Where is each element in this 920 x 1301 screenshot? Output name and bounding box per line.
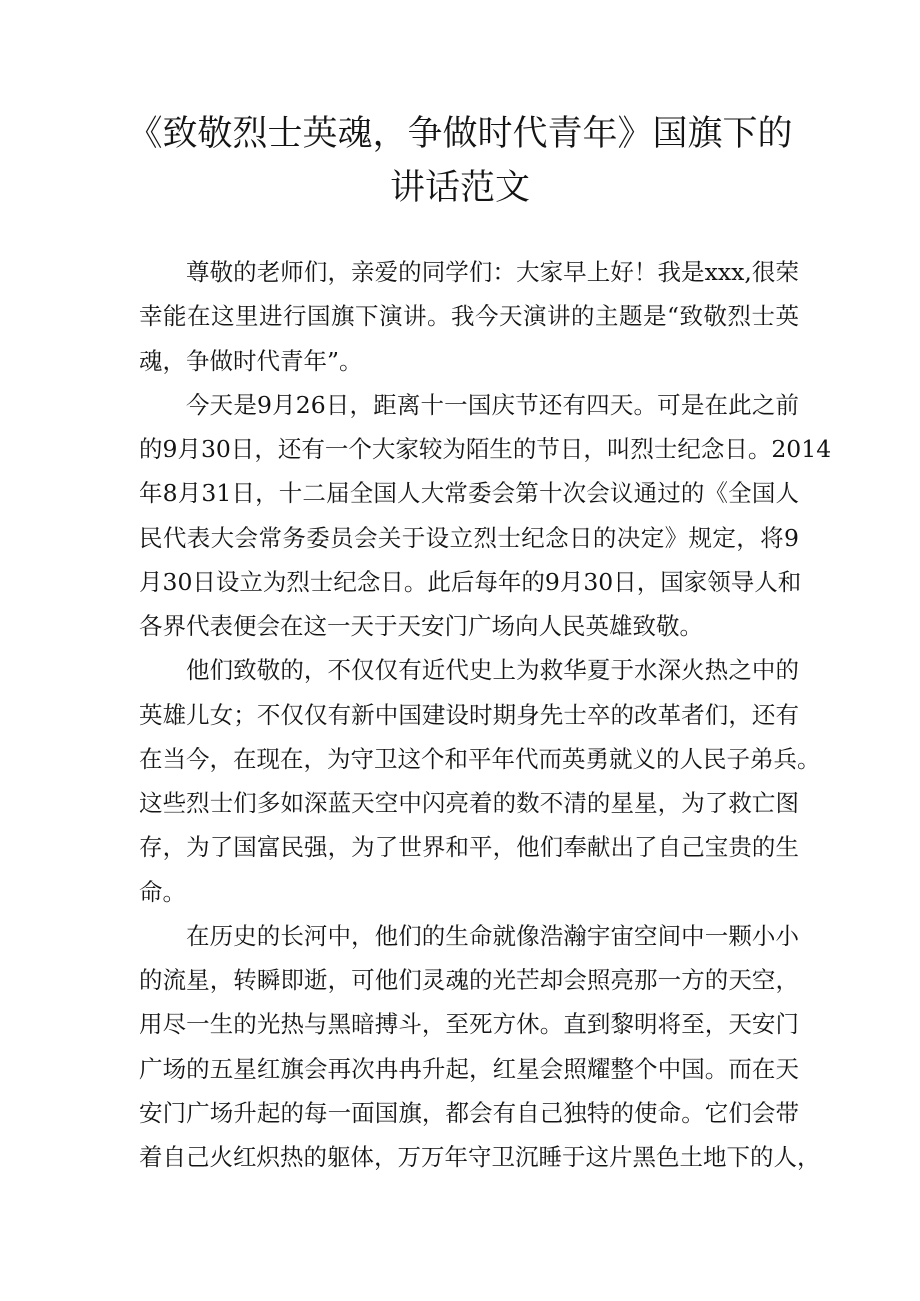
document-title-line-1: 《致敬烈士英魂，争做时代青年》国旗下的 [127, 114, 793, 154]
paragraph-3-line-1: 他们致敬的，不仅仅有近代史上为救华夏于水深火热之中的 [186, 656, 799, 685]
paragraph-1-line-1: 尊敬的老师们，亲爱的同学们：大家早上好！我是xxx,很荣 [186, 258, 799, 286]
paragraph-3-line-6: 命。 [139, 877, 186, 906]
paragraph-3-line-3: 在当今，在现在，为守卫这个和平年代而英勇就义的人民子弟兵。 [139, 744, 821, 773]
paragraph-4-line-4: 广场的五星红旗会再次冉冉升起，红星会照耀整个中国。而在天 [139, 1054, 799, 1083]
paragraph-3-line-5: 存，为了国富民强，为了世界和平，他们奉献出了自己宝贵的生 [139, 833, 799, 862]
document-title-line-2: 讲话范文 [389, 168, 530, 208]
paragraph-4-line-5: 安门广场升起的每一面国旗，都会有自己独特的使命。它们会带 [139, 1098, 799, 1127]
paragraph-2-line-3: 年8月31日，十二届全国人大常委会第十次会议通过的《全国人 [139, 479, 799, 508]
paragraph-1-line-2: 幸能在这里进行国旗下演讲。我今天演讲的主题是“致敬烈士英 [139, 302, 799, 331]
paragraph-4-line-6: 着自己火红炽热的躯体，万万年守卫沉睡于这片黑色土地下的人， [139, 1143, 821, 1171]
paragraph-4-line-1: 在历史的长河中，他们的生命就像浩瀚宇宙空间中一颗小小 [186, 921, 799, 950]
paragraph-2-line-6: 各界代表便会在这一天于天安门广场向人民英雄致敬。 [139, 612, 703, 640]
paragraph-3-line-4: 这些烈士们多如深蓝天空中闪亮着的数不清的星星，为了救亡图 [139, 789, 799, 817]
paragraph-4-line-2: 的流星，转瞬即逝，可他们灵魂的光芒却会照亮那一方的天空， [139, 966, 799, 994]
paragraph-2-line-2: 的9月30日，还有一个大家较为陌生的节日，叫烈士纪念日。2014 [139, 435, 832, 463]
paragraph-3-line-2: 英雄儿女；不仅仅有新中国建设时期身先士卒的改革者们，还有 [139, 700, 799, 729]
paragraph-2-line-1: 今天是9月26日，距离十一国庆节还有四天。可是在此之前 [186, 390, 799, 419]
document-body [139, 250, 832, 1179]
paragraph-2-line-4: 民代表大会常务委员会关于设立烈士纪念日的决定》规定，将9 [139, 523, 799, 552]
paragraph-4-line-3: 用尽一生的光热与黑暗搏斗，至死方休。直到黎明将至，天安门 [139, 1010, 799, 1039]
paragraph-2-line-5: 月30日设立为烈士纪念日。此后每年的9月30日，国家领导人和 [139, 567, 802, 596]
paragraph-1-line-3: 魂，争做时代青年”。 [139, 346, 363, 375]
